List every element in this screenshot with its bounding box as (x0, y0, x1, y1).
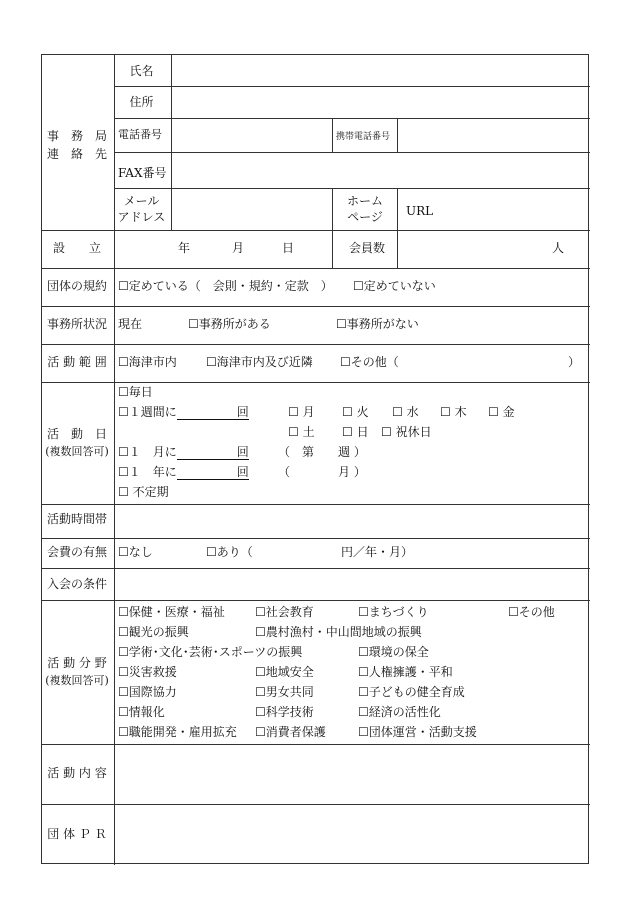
rules-yes-checkbox[interactable]: ☐定めている（ 会則・規約・定款 ） (118, 279, 333, 293)
fri-checkbox[interactable]: ☐ 金 (488, 405, 515, 419)
holiday-checkbox[interactable]: ☐ 祝休日 (381, 425, 432, 439)
weekly-times: 回 (236, 405, 249, 419)
field-other-checkbox[interactable]: ☐その他 (508, 605, 555, 619)
weekly-prefix: ☐１週間に (118, 405, 177, 419)
field-safety-checkbox[interactable]: ☐地域安全 (255, 665, 314, 679)
fax-label: FAX番号 (118, 166, 167, 180)
office-yes-checkbox[interactable]: ☐事務所がある (188, 317, 271, 331)
fee-no-checkbox[interactable]: ☐なし (118, 545, 153, 559)
address-label: 住所 (129, 95, 154, 109)
pr-field[interactable] (115, 805, 588, 861)
contact-label-line1: 事 務 局 (46, 129, 107, 143)
monthly-week: （ 第 週 ） (278, 445, 366, 459)
fee-yes-checkbox[interactable]: ☐あり（ (206, 545, 253, 559)
row-divider (42, 306, 590, 307)
field-environment-checkbox[interactable]: ☐環境の保全 (358, 645, 429, 659)
content-label: 活 動 内 容 (47, 766, 107, 780)
sat-checkbox[interactable]: ☐ 土 (288, 425, 315, 439)
yearly-checkbox[interactable] (118, 465, 249, 480)
mail-label (113, 193, 170, 225)
row-divider (42, 538, 590, 539)
phone-field[interactable] (172, 119, 332, 151)
members-label: 会員数 (349, 241, 386, 255)
yearly-month: （ 月 ） (278, 465, 366, 479)
fee-unit: 円／年・月） (341, 545, 414, 559)
yearly-prefix: ☐１ 年に (118, 465, 177, 479)
daily-checkbox[interactable]: ☐毎日 (118, 385, 153, 399)
irregular-checkbox[interactable]: ☐ 不定期 (118, 485, 169, 499)
day-label: 日 (282, 241, 295, 255)
field-economy-checkbox[interactable]: ☐経済の活性化 (358, 705, 441, 719)
wed-checkbox[interactable]: ☐ 水 (392, 405, 419, 419)
row-divider (42, 344, 590, 345)
name-label: 氏名 (129, 64, 154, 78)
monthly-count-blank[interactable] (177, 447, 237, 460)
field-employment-checkbox[interactable]: ☐職能開発・雇用拡充 (118, 725, 237, 739)
row-divider (114, 86, 590, 87)
homepage-label (332, 193, 398, 225)
fax-field[interactable] (172, 153, 588, 187)
field-children-checkbox[interactable]: ☐子どもの健全育成 (358, 685, 465, 699)
mobile-label: 携帯電話番号 (336, 132, 391, 142)
field-tourism-checkbox[interactable]: ☐観光の振興 (118, 625, 189, 639)
days-label (41, 425, 113, 461)
content-field[interactable] (115, 745, 588, 801)
month-label: 月 (232, 241, 245, 255)
tue-checkbox[interactable]: ☐ 火 (342, 405, 369, 419)
days-label-line2: (複数回答可) (45, 445, 109, 458)
office-no-checkbox[interactable]: ☐事務所がない (336, 317, 419, 331)
established-label: 設 立 (52, 241, 101, 255)
fields-label-line2: (複数回答可) (45, 674, 109, 687)
scope-close-paren: ） (568, 355, 581, 369)
homepage-label-line1: ホーム (346, 194, 383, 208)
mail-label-line2: アドレス (117, 210, 166, 224)
phone-label: 電話番号 (118, 128, 162, 141)
monthly-times: 回 (236, 445, 249, 459)
fields-label (41, 654, 113, 690)
mobile-field[interactable] (398, 119, 588, 151)
homepage-label-line2: ページ (347, 210, 383, 224)
weekly-count-blank[interactable] (177, 407, 237, 420)
row-divider (42, 230, 590, 231)
sun-checkbox[interactable]: ☐ 日 (342, 425, 369, 439)
join-label: 入会の条件 (46, 577, 107, 591)
field-support-checkbox[interactable]: ☐団体運営・活動支援 (358, 725, 477, 739)
address-field[interactable] (172, 88, 588, 118)
field-consumer-checkbox[interactable]: ☐消費者保護 (255, 725, 326, 739)
url-label: URL (406, 204, 434, 218)
people-unit: 人 (552, 241, 565, 255)
hours-field[interactable] (115, 504, 588, 536)
field-rural-checkbox[interactable]: ☐農村漁村・中山間地域の振興 (255, 625, 422, 639)
yearly-times: 回 (236, 465, 249, 479)
monthly-prefix: ☐１ 月に (118, 445, 177, 459)
field-it-checkbox[interactable]: ☐情報化 (118, 705, 165, 719)
office-prefix: 現在 (118, 317, 143, 331)
office-label: 事務所状況 (46, 317, 107, 331)
monthly-checkbox[interactable] (118, 445, 249, 460)
scope-city-checkbox[interactable]: ☐海津市内 (118, 355, 177, 369)
rules-label: 団体の規約 (46, 279, 107, 293)
days-label-line1: 活 動 日 (46, 427, 107, 441)
field-culture-checkbox[interactable]: ☐学術･文化･芸術･スポーツの振興 (118, 645, 303, 659)
rules-no-checkbox[interactable]: ☐定めていない (353, 279, 436, 293)
pr-label: 団 体 Ｐ Ｒ (47, 827, 107, 841)
field-human-rights-checkbox[interactable]: ☐人権擁護・平和 (358, 665, 453, 679)
scope-nearby-checkbox[interactable]: ☐海津市内及び近隣 (206, 355, 313, 369)
row-divider (42, 382, 590, 383)
field-international-checkbox[interactable]: ☐国際協力 (118, 685, 177, 699)
fee-label: 会費の有無 (46, 545, 107, 559)
fields-label-line1: 活 動 分 野 (47, 656, 107, 670)
mail-field[interactable] (172, 189, 332, 229)
scope-other-checkbox[interactable]: ☐その他（ (340, 355, 399, 369)
field-education-checkbox[interactable]: ☐社会教育 (255, 605, 314, 619)
field-gender-checkbox[interactable]: ☐男女共同 (255, 685, 314, 699)
col-divider (332, 118, 333, 152)
field-science-checkbox[interactable]: ☐科学技術 (255, 705, 314, 719)
col-divider (114, 55, 115, 865)
yearly-count-blank[interactable] (177, 467, 237, 480)
hours-label: 活動時間帯 (46, 512, 107, 526)
row-divider (42, 600, 590, 601)
mon-checkbox[interactable]: ☐ 月 (288, 405, 315, 419)
field-disaster-checkbox[interactable]: ☐災害救援 (118, 665, 177, 679)
scope-label: 活 動 範 囲 (47, 355, 107, 369)
mail-label-line1: メール (123, 194, 160, 208)
join-field[interactable] (115, 568, 588, 598)
field-health-checkbox[interactable]: ☐保健・医療・福祉 (118, 605, 225, 619)
year-label: 年 (178, 241, 191, 255)
contact-section-label (41, 127, 113, 163)
name-field[interactable] (172, 56, 588, 86)
thu-checkbox[interactable]: ☐ 木 (440, 405, 467, 419)
weekly-checkbox[interactable] (118, 405, 249, 420)
field-town-checkbox[interactable]: ☐まちづくり (358, 605, 429, 619)
contact-label-line2: 連 絡 先 (46, 147, 107, 161)
row-divider (42, 268, 590, 269)
